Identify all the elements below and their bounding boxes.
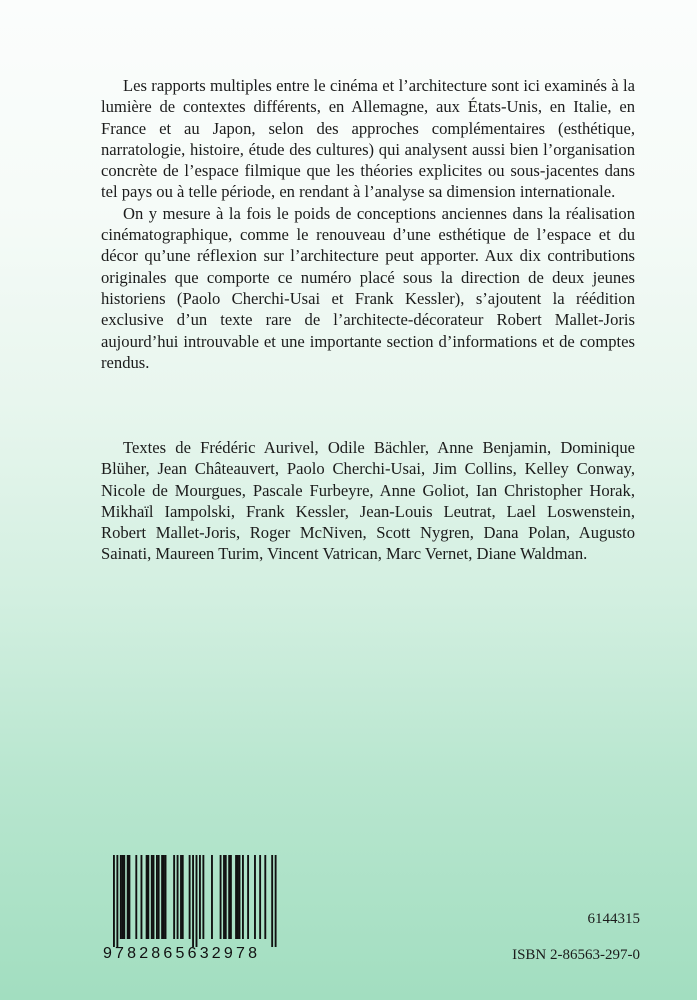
barcode-bar xyxy=(120,855,122,939)
barcode-bar xyxy=(247,855,249,939)
barcode-bar xyxy=(254,855,256,939)
barcode-bar xyxy=(202,855,204,939)
barcode xyxy=(103,855,281,970)
barcode-bar xyxy=(196,855,198,947)
barcode-bars xyxy=(103,855,281,947)
barcode-bar xyxy=(235,855,237,939)
barcode-bar xyxy=(151,855,153,939)
barcode-bar xyxy=(220,855,222,939)
barcode-bar xyxy=(127,855,129,939)
barcode-bar xyxy=(128,855,130,939)
barcode-bar xyxy=(147,855,149,939)
barcode-bar xyxy=(275,855,277,947)
barcode-bar xyxy=(163,855,165,939)
intro-paragraph-2: On y mesure à la fois le poids de conceptions anciennes dans la réalisation cinématographique, comme le renouveau d’une esthétique de l’espace et du décor qu’une réflexion sur l’architecture peut apporter. Aux dix contributions originales que comporte ce numéro placé sous la direction de deux jeunes historiens (Paolo Cherchi-Usai et Frank Kessler), s’ajoutent la réédition exclusive d’un texte rare de l’architecte-décorateur Robert Mallet-Joris aujourd’hui introuvable et une importante section d’informations et de comptes rendus. xyxy=(101,203,635,372)
barcode-bar xyxy=(225,855,227,939)
barcode-bar xyxy=(122,855,124,939)
barcode-bar xyxy=(116,855,118,947)
barcode-bar xyxy=(228,855,230,939)
barcode-bar xyxy=(135,855,137,939)
barcode-bar xyxy=(180,855,182,939)
barcode-bar xyxy=(189,855,191,939)
barcode-bar xyxy=(192,855,194,947)
barcode-bar xyxy=(264,855,266,939)
isbn: ISBN 2-86563-297-0 xyxy=(512,947,640,963)
barcode-bar xyxy=(199,855,201,939)
contributors-paragraph: Textes de Frédéric Aurivel, Odile Bächler, Anne Benjamin, Dominique Blüher, Jean Châteauvert, Paolo Cherchi-Usai, Jim Collins, Kelley Conway, Nicole de Mourgues, Pascale Furbeyre, Anne Goliot, Ian Christopher Horak, Mikhaïl Iampolski, Frank Kessler, Jean-Louis Leutrat, Lael Loswenstein, Robert Mallet-Joris, Roger McNiven, Scott Nygren, Dana Polan, Augusto Sainati, Maureen Turim, Vincent Vatrican, Marc Vernet, Diane Waldman. xyxy=(101,438,635,564)
barcode-bar xyxy=(165,855,167,939)
intro-text xyxy=(101,75,635,373)
barcode-bar xyxy=(173,855,175,939)
barcode-digits: 782865632978 xyxy=(115,945,261,962)
barcode-lead-digit: 9 xyxy=(103,945,112,962)
barcode-bar xyxy=(113,855,115,947)
barcode-bar xyxy=(271,855,273,947)
reference-code: 6144315 xyxy=(587,911,640,927)
barcode-bar xyxy=(239,855,241,939)
barcode-bar xyxy=(242,855,244,939)
barcode-bar xyxy=(211,855,213,939)
barcode-bar xyxy=(177,855,179,939)
barcode-bar xyxy=(223,855,225,939)
barcode-bar xyxy=(156,855,158,939)
barcode-bar xyxy=(259,855,261,939)
barcode-bar xyxy=(161,855,163,939)
contributors-text xyxy=(101,437,635,565)
barcode-bar xyxy=(237,855,239,939)
barcode-bar xyxy=(146,855,148,939)
barcode-bar xyxy=(123,855,125,939)
barcode-bar xyxy=(182,855,184,939)
barcode-bar xyxy=(158,855,160,939)
barcode-bar xyxy=(230,855,232,939)
barcode-bar xyxy=(153,855,155,939)
intro-paragraph-1: Les rapports multiples entre le cinéma et l’architecture sont ici examinés à la lumière de contextes différents, en Allemagne, aux États-Unis, en Italie, en France et au Japon, selon des approches complémentaires (esthétique, narratologie, histoire, étude des cultures) qui analysent aussi bien l’organisation concrète de l’espace filmique que les théories explicites ou sous-jacentes dans tel pays ou à telle période, en rendant à l’analyse sa dimension internationale. xyxy=(101,76,635,202)
barcode-bar xyxy=(141,855,143,939)
